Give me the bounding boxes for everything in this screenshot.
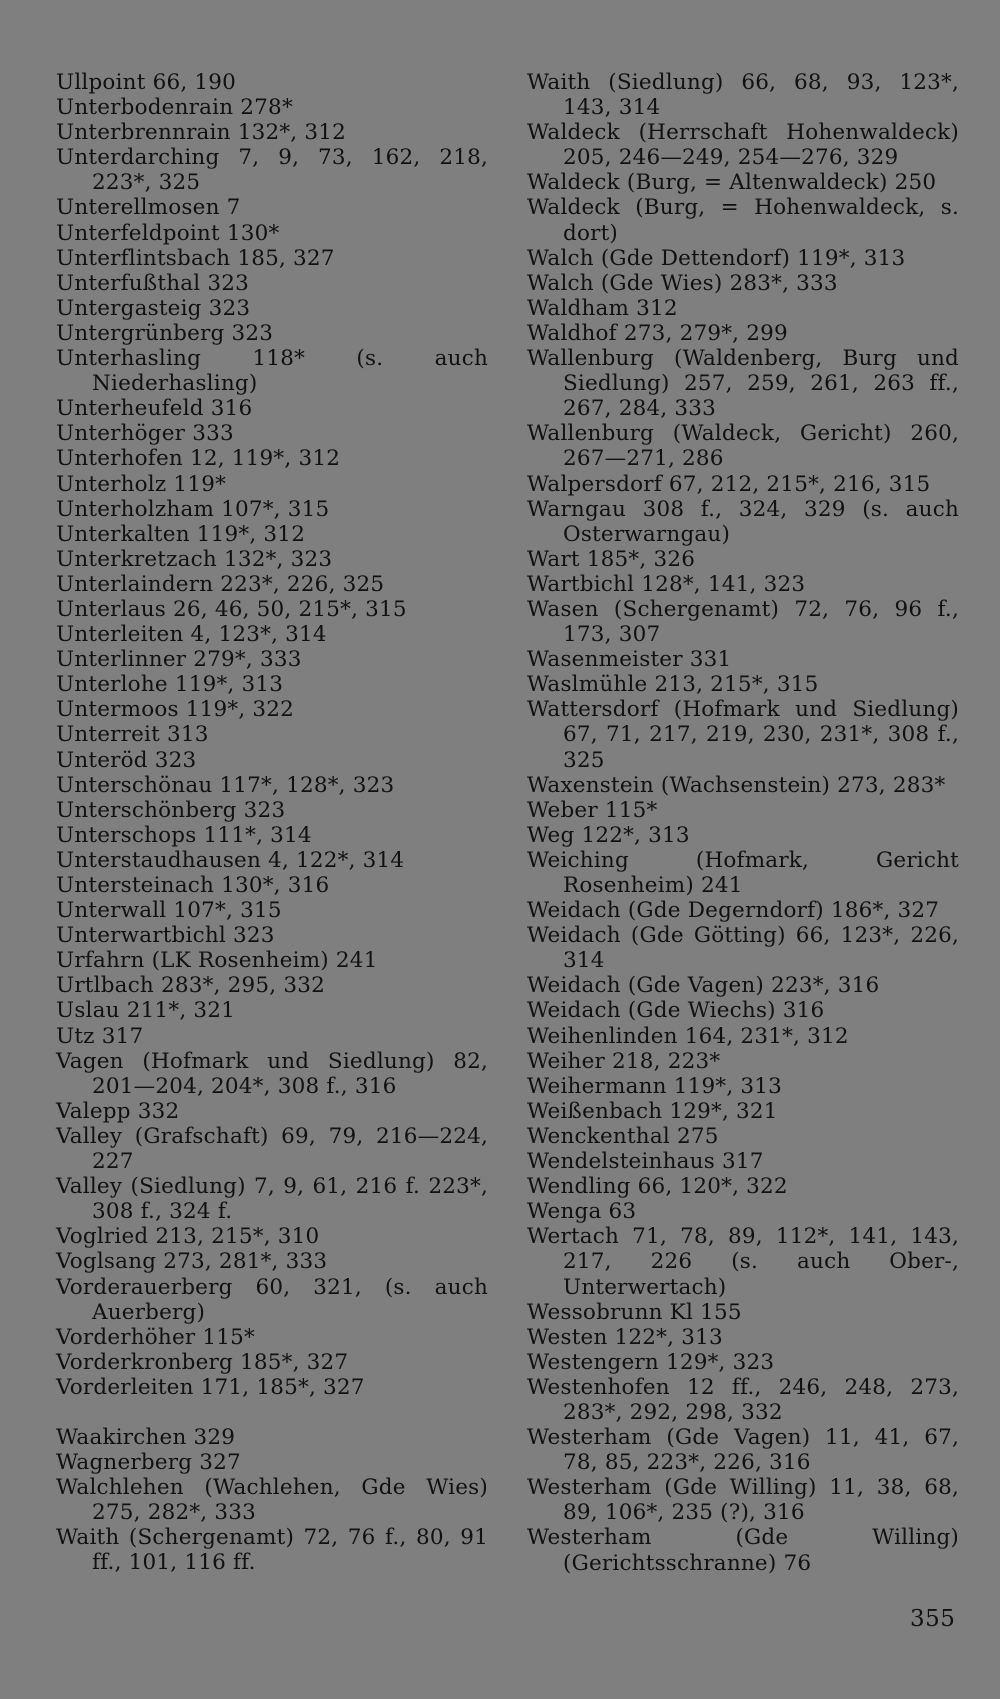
index-entry: Weidach (Gde Degerndorf) 186*, 327 xyxy=(527,898,940,924)
index-entry: Unterstaudhausen 4, 122*, 314 xyxy=(56,847,405,873)
index-entry: Unterreit 313 xyxy=(56,722,209,748)
index-entry: Warngau 308 f., 324, 329 (s. auch Osterwarngau) xyxy=(527,496,959,547)
index-entry: Unterschops 111*, 314 xyxy=(56,822,312,848)
index-entry: Waldhof 273, 279*, 299 xyxy=(527,320,788,346)
index-column-left xyxy=(56,70,488,1576)
index-entry: Unterholz 119* xyxy=(56,471,227,497)
index-entry: Unterlaindern 223*, 226, 325 xyxy=(56,571,385,597)
index-entry: Weber 115* xyxy=(527,797,658,823)
index-entry: Weißenbach 129*, 321 xyxy=(527,1098,778,1124)
index-entry: Waldham 312 xyxy=(527,295,678,321)
index-entry: Weg 122*, 313 xyxy=(527,822,690,848)
index-entry: Westengern 129*, 323 xyxy=(527,1349,775,1375)
index-entry: Unterbrennrain 132*, 312 xyxy=(56,120,347,146)
index-entry: Unterhofen 12, 119*, 312 xyxy=(56,446,341,472)
index-entry: Unterhöger 333 xyxy=(56,421,234,447)
index-entry: Unterkretzach 132*, 323 xyxy=(56,546,333,572)
index-entry: Unterlaus 26, 46, 50, 215*, 315 xyxy=(56,596,407,622)
index-entry: Waldeck (Herrschaft Hohenwaldeck) 205, 246—249, 254—276, 329 xyxy=(527,120,959,171)
index-entry: Unterlohe 119*, 313 xyxy=(56,672,284,698)
index-entry: Unterfußthal 323 xyxy=(56,270,250,296)
index-entry: Waakirchen 329 xyxy=(56,1424,236,1450)
index-entry: Westerham (Gde Willing) 11, 38, 68, 89, 106*, 235 (?), 316 xyxy=(527,1475,959,1526)
index-column-right xyxy=(527,70,959,1576)
index-entry: Untersteinach 130*, 316 xyxy=(56,873,330,898)
index-entry: Unterflintsbach 185, 327 xyxy=(56,245,335,271)
index-entry: Wartbichl 128*, 141, 323 xyxy=(527,571,806,597)
index-entry: Unterleiten 4, 123*, 314 xyxy=(56,622,327,648)
index-entry: Ullpoint 66, 190 xyxy=(56,70,237,95)
index-entry: Valley (Grafschaft) 69, 79, 216—224, 227 xyxy=(56,1123,488,1175)
index-entry: Utz 317 xyxy=(56,1023,144,1049)
index-entry: Unterholzham 107*, 315 xyxy=(56,496,330,522)
index-entry: Unterwartbichl 323 xyxy=(56,923,275,949)
index-entry: Vagen (Hofmark und Siedlung) 82, 201—204, 204*, 308 f., 316 xyxy=(56,1048,488,1099)
index-entry: Uslau 211*, 321 xyxy=(56,998,236,1024)
index-entry: Unterkalten 119*, 312 xyxy=(56,521,306,547)
index-entry: Waith (Siedlung) 66, 68, 93, 123*, 143, 314 xyxy=(527,70,959,121)
index-entry: Unterellmosen 7 xyxy=(56,195,241,221)
index-entry: Unterwall 107*, 315 xyxy=(56,898,282,924)
index-entry: Waxenstein (Wachsenstein) 273, 283* xyxy=(527,772,946,798)
index-entry: Wessobrunn Kl 155 xyxy=(527,1299,742,1325)
index-entry: Weihenlinden 164, 231*, 312 xyxy=(527,1023,849,1049)
index-entry: Unteröd 323 xyxy=(56,747,197,773)
index-entry: Wendelsteinhaus 317 xyxy=(527,1149,764,1175)
index-entry: Weidach (Gde Wiechs) 316 xyxy=(527,998,825,1024)
index-entry: Unterschönberg 323 xyxy=(56,797,286,823)
index-entry: Waldeck (Burg, = Hohenwaldeck, s. dort) xyxy=(527,195,959,246)
index-entry: Vorderkronberg 185*, 327 xyxy=(56,1349,349,1375)
index-entry: Weiher 218, 223* xyxy=(527,1048,721,1074)
index-entry: Wart 185*, 326 xyxy=(527,546,696,572)
index-entry: Westen 122*, 313 xyxy=(527,1324,723,1350)
index-entry: Wallenburg (Waldeck, Gericht) 260, 267—271, 286 xyxy=(527,421,959,472)
index-entry: Vorderhöher 115* xyxy=(56,1324,255,1350)
index-group-u-v xyxy=(56,70,488,1400)
index-entry: Wagnerberg 327 xyxy=(56,1450,241,1476)
index-entry: Wattersdorf (Hofmark und Siedlung) 67, 71, 217, 219, 230, 231*, 308 f., 325 xyxy=(527,697,959,773)
index-entry: Wendling 66, 120*, 322 xyxy=(527,1174,788,1200)
index-entry: Walch (Gde Dettendorf) 119*, 313 xyxy=(527,245,906,271)
index-entry: Walch (Gde Wies) 283*, 333 xyxy=(527,270,838,296)
index-entry: Weihermann 119*, 313 xyxy=(527,1073,783,1099)
index-entry: Westenhofen 12 ff., 246, 248, 273, 283*, 292, 298, 332 xyxy=(527,1374,959,1425)
page-number: 355 xyxy=(910,1606,956,1632)
index-entry: Wenga 63 xyxy=(527,1199,637,1225)
index-entry: Weidach (Gde Vagen) 223*, 316 xyxy=(527,973,880,999)
index-entry: Urfahrn (LK Rosenheim) 241 xyxy=(56,948,378,974)
index-entry: Voglsang 273, 281*, 333 xyxy=(56,1249,328,1275)
index-entry: Wenckenthal 275 xyxy=(527,1123,719,1149)
index-entry: Walchlehen (Wachlehen, Gde Wies) 275, 282*, 333 xyxy=(56,1475,488,1526)
index-entry: Vorderleiten 171, 185*, 327 xyxy=(56,1374,365,1400)
index-entry: Waldeck (Burg, = Altenwaldeck) 250 xyxy=(527,170,937,196)
index-entry: Waslmühle 213, 215*, 315 xyxy=(527,672,819,698)
index-entry: Wallenburg (Waldenberg, Burg und Siedlung) 257, 259, 261, 263 ff., 267, 284, 333 xyxy=(527,346,959,422)
index-entry: Wasen (Schergenamt) 72, 76, 96 f., 173, 307 xyxy=(527,596,959,648)
index-entry: Unterbodenrain 278* xyxy=(56,95,293,121)
index-entry: Weidach (Gde Götting) 66, 123*, 226, 314 xyxy=(527,923,959,974)
index-entry: Valepp 332 xyxy=(56,1098,180,1124)
index-entry: Valley (Siedlung) 7, 9, 61, 216 f. 223*, 308 f., 324 f. xyxy=(56,1174,488,1225)
index-entry: Urtlbach 283*, 295, 332 xyxy=(56,973,326,999)
index-entry: Wasenmeister 331 xyxy=(527,647,732,673)
index-entry: Untermoos 119*, 322 xyxy=(56,697,295,723)
index-entry: Untergrünberg 323 xyxy=(56,320,274,346)
index-entry: Unterheufeld 316 xyxy=(56,396,253,422)
index-entry: Unterfeldpoint 130* xyxy=(56,220,280,246)
index-entry: Weiching (Hofmark, Gericht Rosenheim) 241 xyxy=(527,847,959,898)
index-group-w-continued xyxy=(527,70,959,1576)
index-entry: Unterdarching 7, 9, 73, 162, 218, 223*, 325 xyxy=(56,145,488,196)
index-entry: Walpersdorf 67, 212, 215*, 216, 315 xyxy=(527,471,931,497)
index-entry: Wertach 71, 78, 89, 112*, 141, 143, 217, 226 (s. auch Ober-, Unterwertach) xyxy=(527,1224,959,1300)
index-entry: Unterschönau 117*, 128*, 323 xyxy=(56,772,395,798)
index-entry: Unterhasling 118* (s. auch Niederhasling) xyxy=(56,346,488,397)
index-entry: Unterlinner 279*, 333 xyxy=(56,647,302,673)
index-entry: Waith (Schergenamt) 72, 76 f., 80, 91 ff., 101, 116 ff. xyxy=(56,1525,488,1576)
index-entry: Vorderauerberg 60, 321, (s. auch Auerberg) xyxy=(56,1274,488,1325)
index-group-w xyxy=(56,1425,488,1576)
index-entry: Westerham (Gde Willing) (Gerichtsschranne) 76 xyxy=(527,1525,959,1576)
index-entry: Untergasteig 323 xyxy=(56,295,251,321)
index-entry: Westerham (Gde Vagen) 11, 41, 67, 78, 85, 223*, 226, 316 xyxy=(527,1425,959,1476)
section-gap xyxy=(56,1400,488,1425)
index-entry: Voglried 213, 215*, 310 xyxy=(56,1224,320,1250)
